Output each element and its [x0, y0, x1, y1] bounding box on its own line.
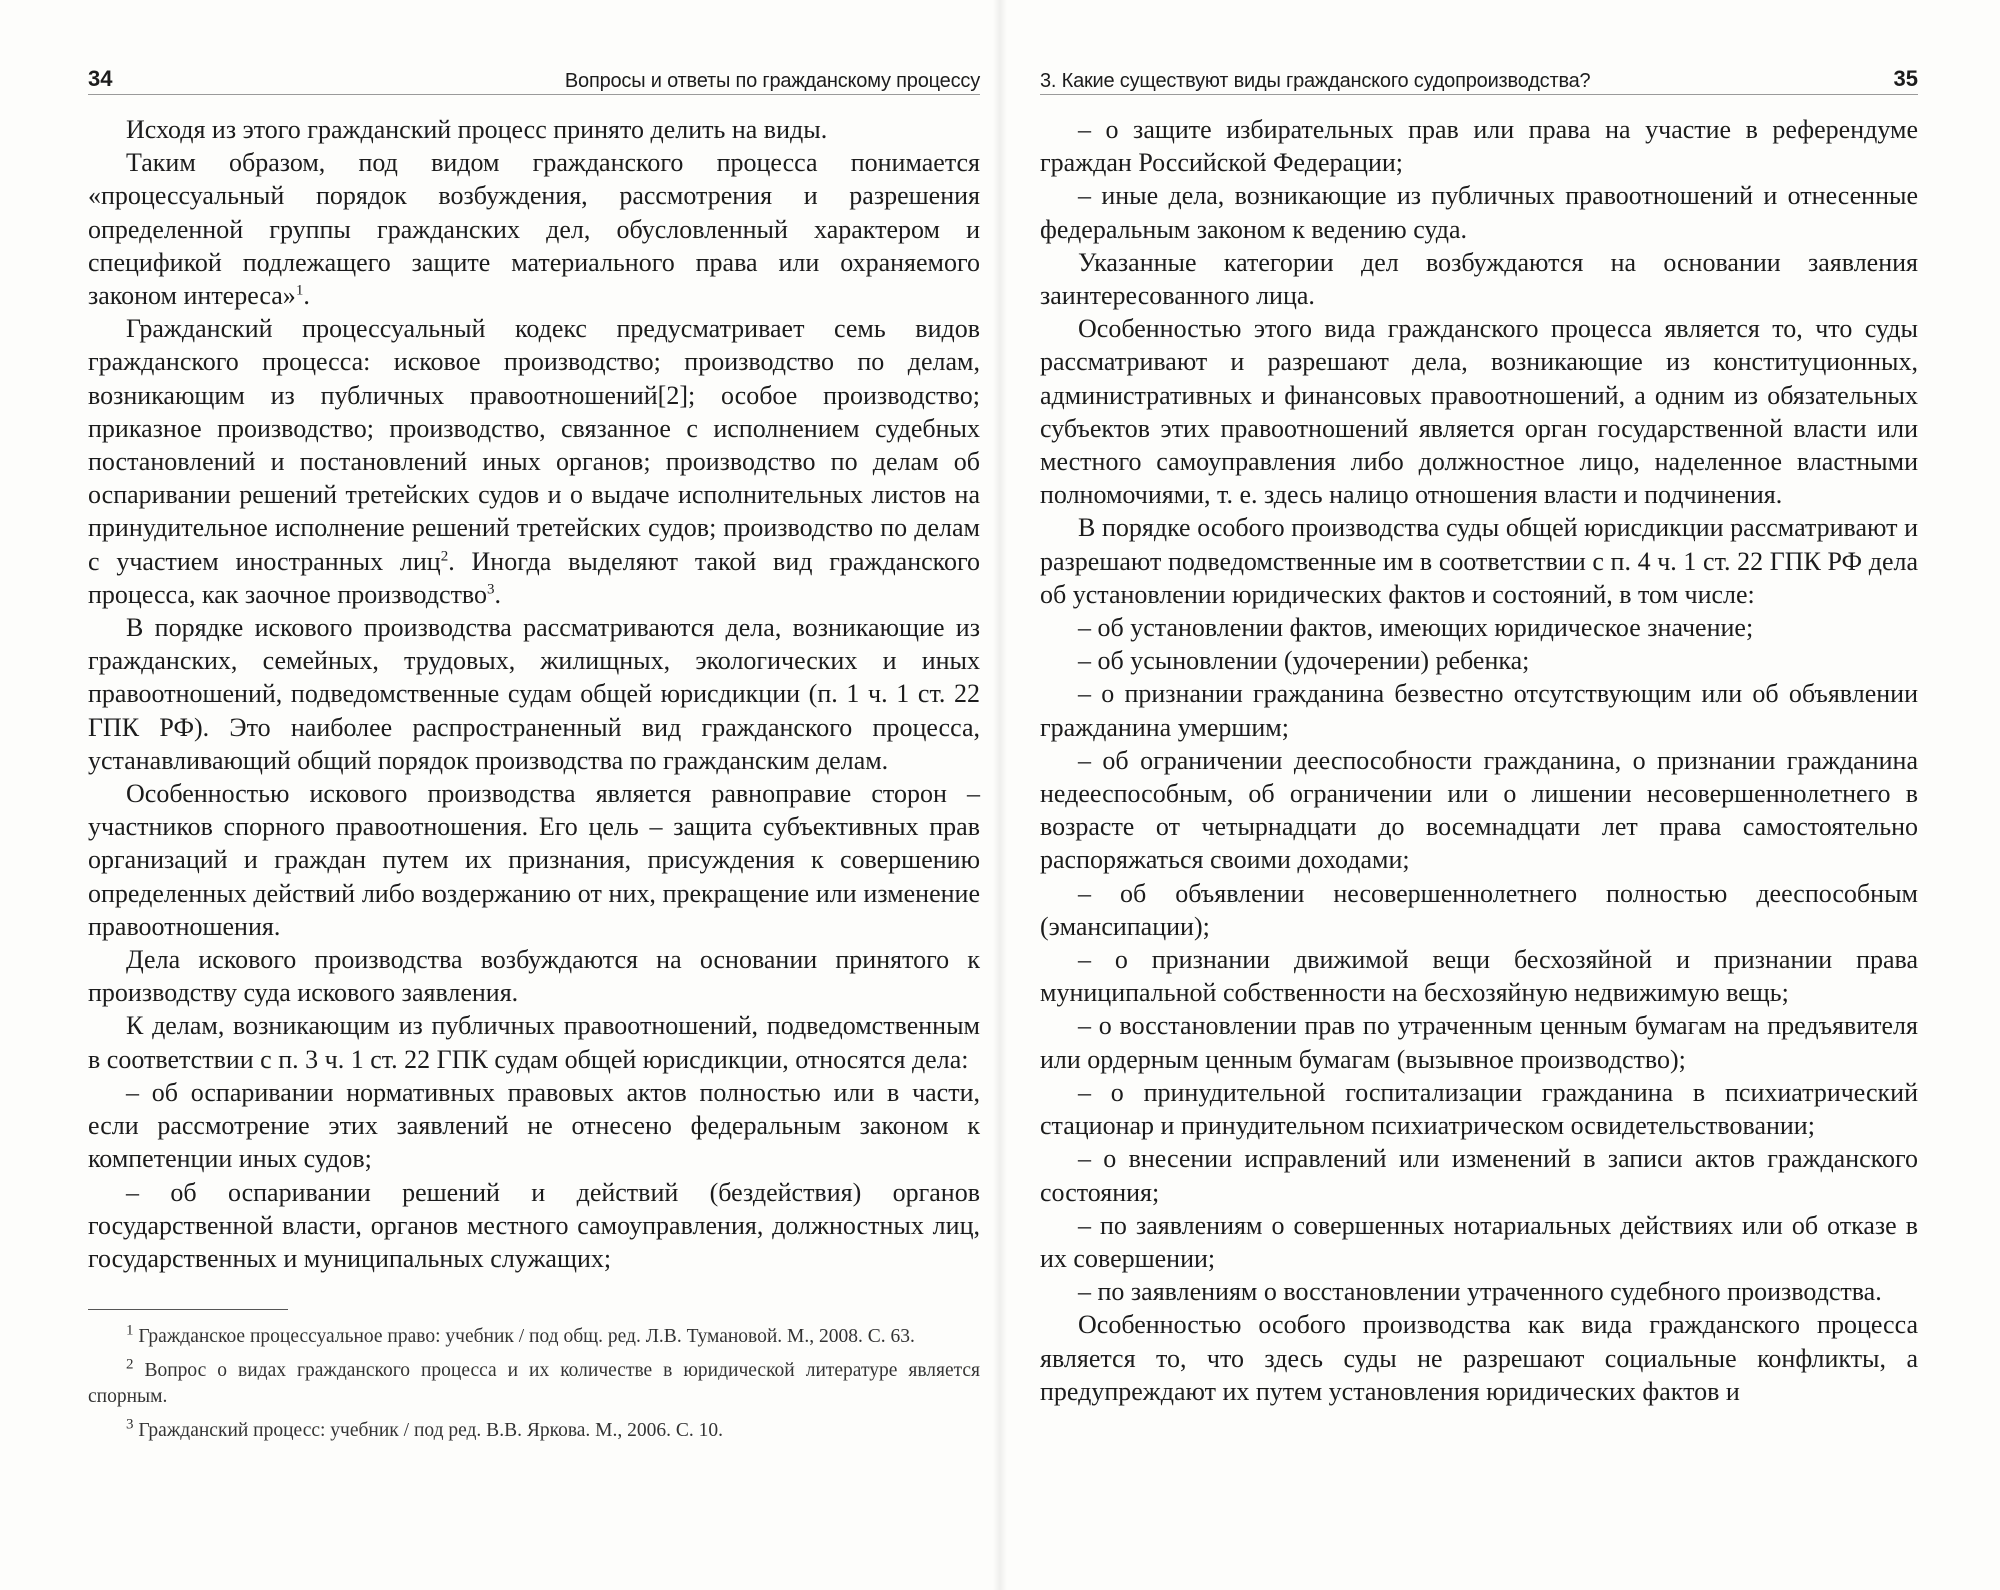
footnote-divider: [88, 1309, 288, 1310]
list-item: – о внесении исправлений или изменений в записи актов гражданского состояния;: [1040, 1144, 1918, 1207]
paragraph: Указанные категории дел возбуждаются на основании заявления заинтересованного лица.: [1040, 247, 1918, 311]
right-running-head: [1040, 50, 1918, 95]
paragraph: Исходя из этого гражданский процесс принято делить на виды.: [126, 115, 828, 144]
list-item: – об установлении фактов, имеющих юридическое значение;: [1078, 613, 1754, 643]
list-item: – о признании гражданина безвестно отсутствующим или об объявлении гражданина умершим;: [1040, 679, 1918, 742]
left-running-head: [88, 50, 980, 95]
paragraph: В порядке искового производства рассматриваются дела, возникающие из гражданских, семейных, трудовых, жилищных, экологических и иных правоотношений, подведомственные судам общей юрисдикции (п. 1 ч. 1 ст. 22 ГПК РФ). Это наиболее распространенный вид гражданского процесса, устанавливающий общий порядок производства по гражданским делам.: [88, 613, 980, 775]
footnote: $^3$ Гражданский процесс: учебник / под ред. В.В. Яркова. М., 2006. С. 10.: [126, 1416, 724, 1442]
list-item: – об оспаривании нормативных правовых актов полностью или в части, если рассмотрение этих заявлений не отнесено федеральным законом к компетенции иных судов;: [88, 1077, 980, 1174]
list-item: – по заявлениям о восстановлении утраченного судебного производства.: [1078, 1277, 1882, 1307]
paragraph: К делам, возникающим из публичных правоотношений, подведомственным в соответствии с п. 3 ч. 1 ст. 22 ГПК судам общей юрисдикции, относятся дела:: [88, 1011, 980, 1074]
left-running-title: Вопросы и ответы по гражданскому процессу: [564, 70, 980, 92]
list-item: – о восстановлении прав по утраченным ценным бумагам на предъявителя или ордерным ценным бумагам (вызывное производство);: [1040, 1011, 1918, 1074]
footnote: $^1$ Гражданское процессуальное право: учебник / под общ. ред. Л.В. Тумановой. М., 2008. С. 63.: [126, 1322, 915, 1348]
list-item: – об объявлении несовершеннолетнего полностью дееспособным (эмансипации);: [1040, 878, 1918, 941]
right-running-title: 3. Какие существуют виды гражданского судопроизводства?: [1040, 70, 1591, 92]
footnote: $^2$ Вопрос о видах гражданского процесса и их количестве в юридической литературе является спорным.: [88, 1356, 981, 1408]
list-item: – об оспаривании решений и действий (бездействия) органов государственной власти, органов местного самоуправления, должностных лиц, государственных и муниципальных служащих;: [88, 1177, 980, 1273]
right-page-number: 35: [1893, 66, 1918, 91]
list-item: – о принудительной госпитализации гражданина в психиатрический стационар и принудительном психиатрическом освидетельствовании;: [1040, 1077, 1918, 1141]
footnote-ref: 1: [295, 282, 304, 299]
left-page-number: 34: [88, 66, 113, 91]
paragraph: Таким образом, под видом гражданского процесса понимается «процессуальный порядок возбуждения, рассмотрения и разрешения определенной группы гражданских дел, обусловленный характером и спецификой подлежащего защите материального права или охраняемого законом интереса»$^1$.: [88, 148, 980, 311]
list-item: – о защите избирательных прав или права на участие в референдуме граждан Российской Федерации;: [1040, 115, 1918, 178]
left-body-text: [88, 113, 980, 1275]
list-item: – о признании движимой вещи бесхозяйной и признании права муниципальной собственности на бесхозяйную недвижимую вещь;: [1040, 945, 1918, 1008]
right-body-text: [1040, 113, 1918, 1408]
list-item: – об ограничении дееспособности гражданина, о признании гражданина недееспособным, об ограничении или о лишении несовершеннолетнего в возрасте от четырнадцати до восемнадцати лет права самостоятельно распоряжаться своими доходами;: [1040, 745, 1918, 875]
list-item: – об усыновлении (удочерении) ребенка;: [1078, 646, 1530, 676]
footnote-ref: 2: [440, 547, 449, 564]
right-page: [1000, 0, 2000, 1590]
list-item: – по заявлениям о совершенных нотариальных действиях или об отказе в их совершении;: [1040, 1210, 1918, 1273]
paragraph: Дела искового производства возбуждаются на основании принятого к производству суда искового заявления.: [88, 945, 980, 1008]
paragraph: Особенностью этого вида гражданского процесса является то, что суды рассматривают и разрешают дела, возникающие из конституционных, административных и финансовых правоотношений, а одним из обязательных субъектов этих правоотношений является орган государственной власти или местного самоуправления либо должностное лицо, наделенное властными полномочиями, т. е. здесь налицо отношения власти и подчинения.: [1040, 314, 1918, 510]
paragraph: Особенностью искового производства является равноправие сторон – участников спорного правоотношения. Его цель – защита субъективных прав организаций и граждан путем их признания, присуждения к совершению определенных действий либо воздержанию от них, прекращение или изменение правоотношения.: [88, 779, 980, 941]
footnotes: [88, 1324, 980, 1444]
footnote-ref: 3: [487, 581, 495, 598]
list-item: – иные дела, возникающие из публичных правоотношений и отнесенные федеральным законом к ведению суда.: [1040, 181, 1918, 244]
paragraph: В порядке особого производства суды общей юрисдикции рассматривают и разрешают подведомственные им в соответствии с п. 4 ч. 1 ст. 22 ГПК РФ дела об установлении юридических фактов и состояний, в том числе:: [1040, 513, 1918, 609]
paragraph: Особенностью особого производства как вида гражданского процесса является то, что здесь суды не разрешают социальные конфликты, а предупреждают их путем установления юридических фактов и: [1040, 1310, 1918, 1406]
paragraph: Гражданский процессуальный кодекс предусматривает семь видов гражданского процесса: исковое производство; производство по делам, возникающим из публичных правоотношений[2]; особое производство; приказное производство; производство, связанное с исполнением судебных постановлений и постановлений иных органов; производство по делам об оспаривании решений третейских судов и о выдаче исполнительных листов на принудительное исполнение решений третейских судов; производство по делам с участием иностранных лиц$^2$. Иногда выделяют такой вид гражданского процесса, как заочное производство$^3$.: [88, 314, 980, 609]
